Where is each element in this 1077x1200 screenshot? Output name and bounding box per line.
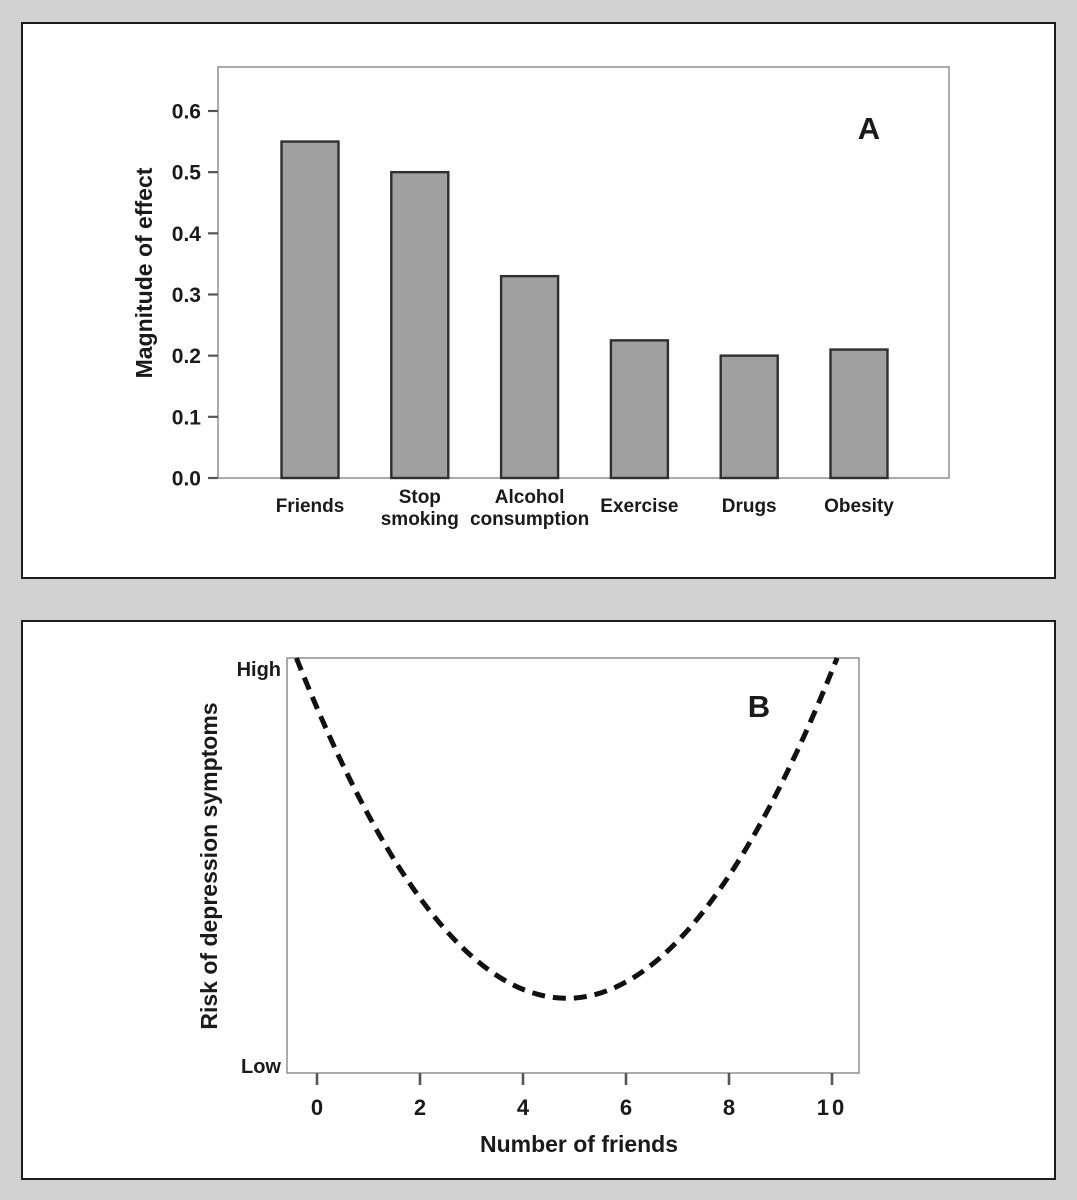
category-label: Stop smoking: [380, 487, 459, 530]
bar-chart-a: [23, 24, 1054, 577]
y-tick-label: 0.1: [171, 406, 201, 430]
bars-a: [282, 142, 888, 478]
x-category-labels-a: [276, 487, 895, 530]
category-label: Obesity: [824, 496, 894, 517]
y-axis-low-label: Low: [241, 1056, 281, 1078]
y-tick-label: 0.3: [171, 283, 201, 307]
bar-exercise: [611, 340, 668, 478]
y-axis-title-b: Risk of depression symptoms: [196, 702, 222, 1030]
category-label: Drugs: [721, 496, 777, 517]
x-tick-label: 2: [413, 1095, 427, 1120]
bar-alcohol-consumption: [501, 276, 558, 478]
bar-stop-smoking: [391, 172, 448, 478]
y-tick-label: 0.0: [171, 467, 201, 491]
line-chart-b: [23, 622, 1054, 1178]
x-axis-ticks-b: [311, 1073, 847, 1120]
y-tick-label: 0.5: [171, 161, 201, 185]
bar-obesity: [831, 350, 888, 478]
category-label: Alcohol consumption: [469, 487, 590, 530]
y-axis-high-label: High: [236, 659, 281, 681]
panel-letter-b: B: [747, 689, 771, 724]
x-tick-label: 4: [516, 1095, 530, 1120]
bar-friends: [282, 142, 339, 478]
x-axis-title-b: Number of friends: [479, 1131, 679, 1157]
x-tick-label: 8: [722, 1095, 736, 1120]
y-tick-label: 0.6: [171, 100, 201, 124]
bar-drugs: [721, 356, 778, 478]
y-axis-ticks-a: [172, 100, 218, 490]
y-tick-label: 0.2: [171, 345, 201, 369]
x-tick-label: 0: [310, 1095, 324, 1120]
x-tick-label: 6: [619, 1095, 633, 1120]
x-tick-label: 10: [816, 1095, 848, 1120]
panel-a-bar-chart: [21, 22, 1056, 579]
category-label: Friends: [275, 496, 345, 517]
y-axis-title-a: Magnitude of effect: [131, 167, 157, 379]
y-tick-label: 0.4: [171, 222, 201, 246]
category-label: Exercise: [600, 496, 679, 517]
panel-letter-a: A: [857, 111, 881, 146]
plot-area-b-border: [287, 658, 859, 1073]
panel-b-line-chart: [21, 620, 1056, 1180]
